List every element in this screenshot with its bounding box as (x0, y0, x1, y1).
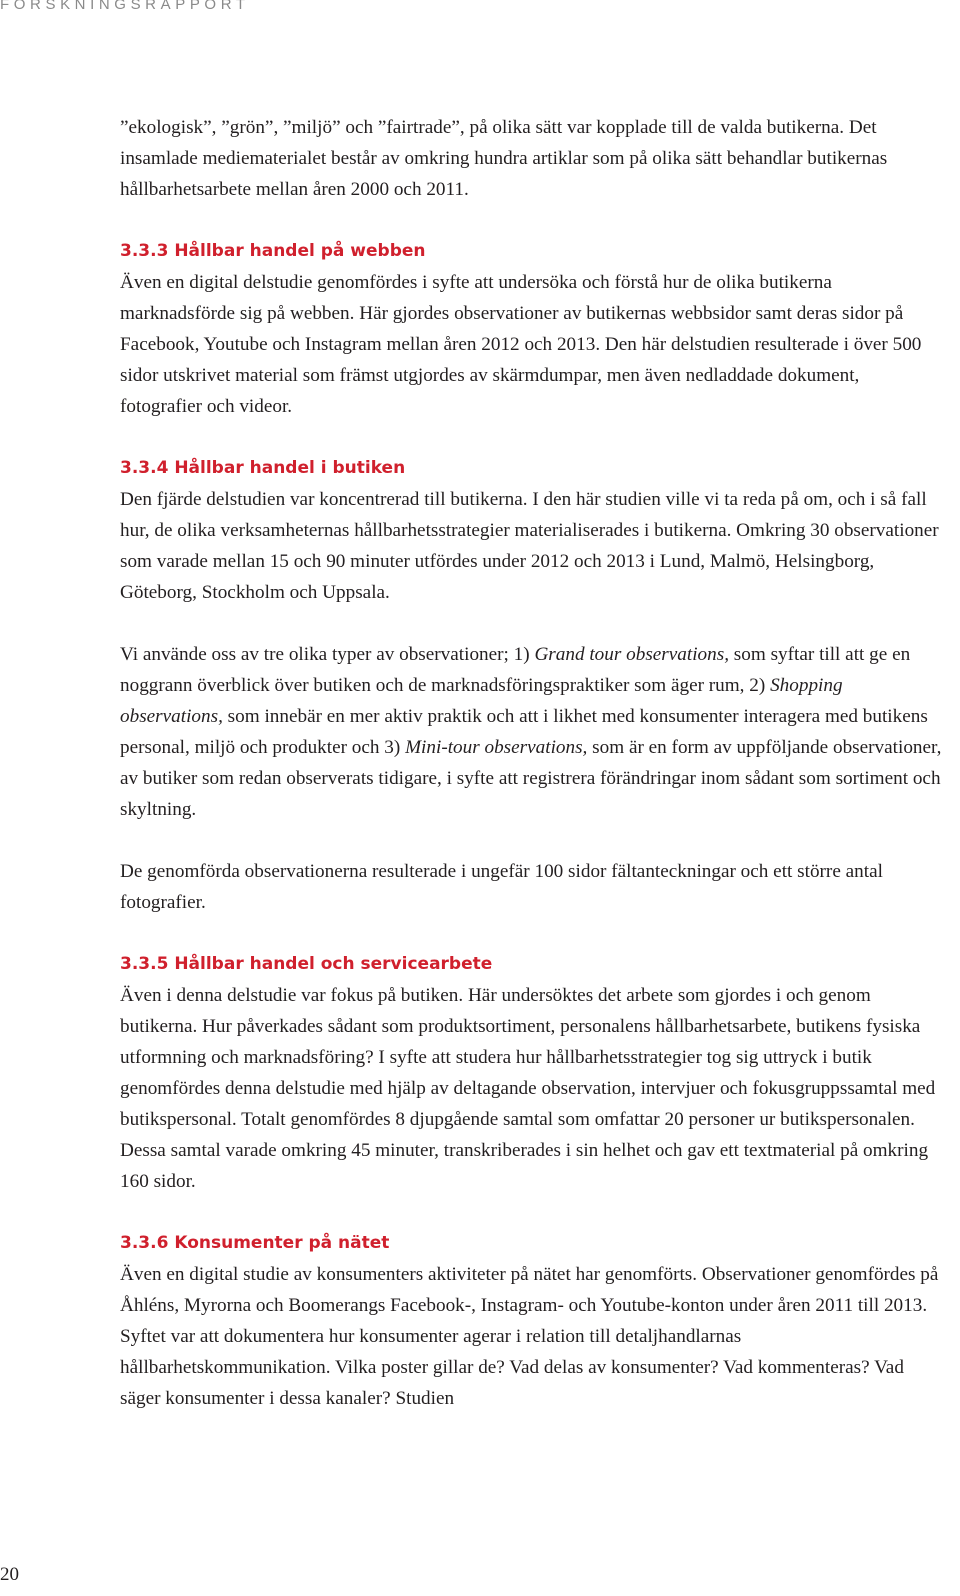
section-paragraph-3-3-3: Även en digital delstudie genomfördes i syfte att undersöka och förstå hur de olika butikerna marknadsförde sig på webben. Här gjordes observationer av butikernas webbsidor samt deras sidor på Facebook, Youtube och Instagram mellan åren 2012 och 2013. Den här delstudien resulterade i över 500 sidor utskrivet material som främst utgjordes av skärmdumpar, men även nedladdade dokument, fotografier och videor. (120, 272, 922, 417)
running-header: FORSKNINGSRAPPORT (0, 0, 250, 13)
document-body (120, 112, 942, 1414)
section-heading-3-3-3: 3.3.3 Hållbar handel på webben (120, 241, 426, 261)
observation-type-shopping: Shopping observations, (120, 675, 843, 727)
observation-types-paragraph (120, 639, 942, 825)
observation-text-2: som syftar till att ge en noggrann överblick över butiken och de marknadsföringspraktiker som äger rum, 2) (120, 644, 911, 696)
section-paragraph-3-3-6: Även en digital studie av konsumenters aktiviteter på nätet har genomförts. Observationer genomfördes på Åhléns, Myrorna och Boomerangs Facebook-, Instagram- och Youtube-konton under åren 2011 till 2013. Syftet var att dokumentera hur konsumenter agerar i relation till detaljhandlarnas hållbarhetskommunikation. Vilka poster gillar de? Vad delas av konsumenter? Vad kommenteras? Vad säger konsumenter i dessa kanaler? Studien (120, 1264, 939, 1409)
observations-result-paragraph: De genomförda observationerna resulterade i ungefär 100 sidor fältanteckningar och ett större antal fotografier. (120, 861, 883, 913)
page-number: 20 (0, 1564, 19, 1585)
observation-text-4: som är en form av uppföljande observationer, av butiker som redan observerats tidigare, i syfte att registrera förändringar inom sådant som sortiment och skyltning. (120, 737, 942, 820)
observation-type-grand-tour: Grand tour observations, (534, 644, 729, 665)
observation-text-1: Vi använde oss av tre olika typer av observationer; 1) (120, 644, 535, 665)
section-paragraph-3-3-4: Den fjärde delstudien var koncentrerad till butikerna. I den här studien ville vi ta reda på om, och i så fall hur, de olika verksamheternas hållbarhetsstrategier materialiserades i butikerna. Omkring 30 observationer som varade mellan 15 och 90 minuter utfördes under 2012 och 2013 i Lund, Malmö, Helsingborg, Göteborg, Stockholm och Uppsala. (120, 489, 939, 603)
section-heading-3-3-5: 3.3.5 Hållbar handel och servicearbete (120, 954, 493, 974)
intro-paragraph: ”ekologisk”, ”grön”, ”miljö” och ”fairtrade”, på olika sätt var kopplade till de valda butikerna. Det insamlade mediematerialet består av omkring hundra artiklar som på olika sätt behandlar butikernas hållbarhetsarbete mellan åren 2000 och 2011. (120, 117, 888, 200)
observation-text-3: som innebär en mer aktiv praktik och att i likhet med konsumenter interagera med butikens personal, miljö och produkter och 3) (120, 706, 928, 758)
section-heading-3-3-6: 3.3.6 Konsumenter på nätet (120, 1233, 390, 1253)
section-paragraph-3-3-5: Även i denna delstudie var fokus på butiken. Här undersöktes det arbete som gjordes i och genom butikerna. Hur påverkades sådant som produktsortiment, personalens hållbarhetsarbete, butikens fysiska utformning och marknadsföring? I syfte att studera hur hållbarhetsstrategier tog sig uttryck i butik genomfördes denna delstudie med hjälp av deltagande observation, intervjuer och fokusgruppssamtal med butikspersonal. Totalt genomfördes 8 djupgående samtal som omfattar 20 personer ur butikspersonalen. Dessa samtal varade omkring 45 minuter, transkriberades i sin helhet och gav ett textmaterial på omkring 160 sidor. (120, 985, 936, 1192)
observation-type-mini-tour: Mini-tour observations, (405, 737, 588, 758)
section-heading-3-3-4: 3.3.4 Hållbar handel i butiken (120, 458, 406, 478)
